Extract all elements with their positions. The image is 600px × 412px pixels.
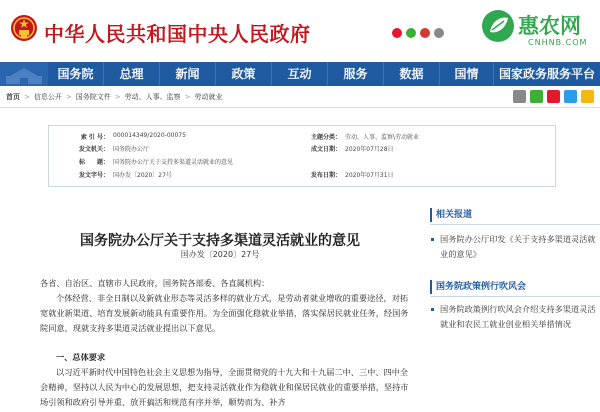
breadcrumb-labor-personnel[interactable]: 劳动、人事、监察 bbox=[124, 92, 181, 101]
related-item[interactable]: 国务院办公厅印发《关于支持多渠道灵活就业的意见》 bbox=[430, 232, 600, 262]
nav-item-zhengwu-platform[interactable]: 国家政务服务平台 bbox=[498, 67, 595, 81]
document-meta-box bbox=[48, 125, 556, 187]
breadcrumb-separator-icon: > bbox=[114, 92, 121, 101]
tiananmen-icon bbox=[0, 62, 48, 86]
meta-title-value: 国务院办公厅关于支持多渠道灵活就业的意见 bbox=[113, 159, 234, 166]
meta-category-value: 劳动、人事、监察\劳动就业 bbox=[345, 134, 420, 141]
share-weibo-icon[interactable] bbox=[547, 90, 560, 103]
print-icon[interactable] bbox=[513, 90, 526, 103]
nav-item-guoqing[interactable]: 国情 bbox=[440, 62, 494, 86]
article-paragraph-2: 以习近平新时代中国特色社会主义思想为指导，全面贯彻党的十九大和十九届二中、三中、四中全会精神，坚持以人民为中心的发展思想，把支持灵活就业作为稳就业和保居民就业的重要举措，坚持市场引领和政府引导并重、放开搞活和规范有序并举，顺势而为、补齐 bbox=[40, 367, 409, 407]
breadcrumb-employment[interactable]: 劳动就业 bbox=[194, 92, 223, 101]
nav-item-zongli[interactable]: 总理 bbox=[104, 62, 160, 86]
meta-docno-value: 国办发〔2020〕27号 bbox=[113, 172, 172, 179]
article-title: 国务院办公厅关于支持多渠道灵活就业的意见 bbox=[80, 233, 360, 249]
site-title[interactable]: 中华人民共和国中央人民政府 bbox=[44, 22, 311, 46]
breadcrumb-info-public[interactable]: 信息公开 bbox=[33, 92, 62, 101]
social-links bbox=[392, 28, 444, 38]
english-icon[interactable] bbox=[434, 28, 444, 38]
share-tools bbox=[513, 90, 594, 103]
breadcrumb bbox=[0, 86, 600, 108]
sidebar-divider bbox=[430, 296, 600, 297]
nav-item-hudong[interactable]: 互动 bbox=[272, 62, 328, 86]
related-list bbox=[430, 232, 600, 262]
main-nav bbox=[0, 62, 600, 86]
article-salutation: 各省、自治区、直辖市人民政府，国务院各部委、各直属机构： bbox=[40, 278, 270, 288]
site-header bbox=[0, 0, 600, 62]
meta-issuer-label: 发文机关： bbox=[78, 146, 109, 153]
related-reports-heading: 相关报道 bbox=[430, 208, 600, 222]
breadcrumb-separator-icon: > bbox=[24, 92, 30, 101]
meta-index-label: 索 引 号： bbox=[80, 134, 109, 141]
weibo-icon[interactable] bbox=[392, 28, 402, 38]
watermark-logo bbox=[478, 6, 598, 56]
sidebar bbox=[430, 208, 600, 329]
breadcrumb-state-council-files[interactable]: 国务院文件 bbox=[75, 92, 111, 101]
nav-item-zhengce[interactable]: 政策 bbox=[216, 62, 272, 86]
meta-date-label: 成文日期： bbox=[310, 146, 341, 153]
briefing-heading: 国务院政策例行吹风会 bbox=[430, 280, 600, 294]
meta-title-label: 标 题： bbox=[78, 159, 109, 166]
leaf-icon bbox=[480, 8, 516, 44]
share-wechat-icon[interactable] bbox=[530, 90, 543, 103]
article-paragraph-1: 个体经营、非全日制以及新就业形态等灵活多样的就业方式，是劳动者就业增收的重要途径，对拓宽就业新渠道、培育发展新动能具有重要作用。为全面强化稳就业举措，落实保居民就业任务，经国务院同意，现就支持多渠道灵活就业提出以下意见。 bbox=[40, 293, 409, 333]
nav-item-fuwu[interactable]: 服务 bbox=[328, 62, 384, 86]
briefing-section bbox=[430, 280, 600, 329]
wechat-icon[interactable] bbox=[406, 28, 416, 38]
watermark-text: 惠农网 bbox=[518, 14, 581, 38]
article-section-heading-1: 一、总体要求 bbox=[56, 352, 106, 362]
nav-item-guowuyuan[interactable]: 国务院 bbox=[48, 62, 104, 86]
share-qq-icon[interactable] bbox=[564, 90, 577, 103]
app-icon[interactable] bbox=[420, 28, 430, 38]
breadcrumb-home[interactable]: 首页 bbox=[6, 92, 20, 101]
meta-pubdate-label: 发布日期： bbox=[310, 172, 341, 179]
nav-item-xinwen[interactable]: 新闻 bbox=[160, 62, 216, 86]
nav-decoration bbox=[0, 62, 48, 86]
national-emblem-icon[interactable] bbox=[10, 14, 38, 42]
article-doc-number: 国办发〔2020〕27号 bbox=[180, 250, 260, 259]
breadcrumb-separator-icon: > bbox=[65, 92, 72, 101]
meta-index-value: 000014349/2020-00075 bbox=[113, 132, 186, 139]
watermark-url: CNHNB.COM bbox=[528, 38, 588, 47]
nav-item-shuju[interactable]: 数据 bbox=[384, 62, 440, 86]
share-qzone-icon[interactable] bbox=[581, 90, 594, 103]
meta-category-label: 主题分类： bbox=[310, 134, 341, 141]
meta-date-value: 2020年07月28日 bbox=[345, 146, 394, 153]
sidebar-divider bbox=[430, 224, 600, 225]
breadcrumb-separator-icon: > bbox=[184, 92, 191, 101]
meta-docno-label: 发文字号： bbox=[78, 172, 109, 179]
meta-issuer-value: 国务院办公厅 bbox=[113, 146, 150, 153]
briefing-item[interactable]: 国务院政策例行吹风会介绍支持多渠道灵活就业和农民工就业创业相关举措情况 bbox=[430, 302, 600, 332]
meta-pubdate-value: 2020年07月31日 bbox=[345, 172, 394, 179]
